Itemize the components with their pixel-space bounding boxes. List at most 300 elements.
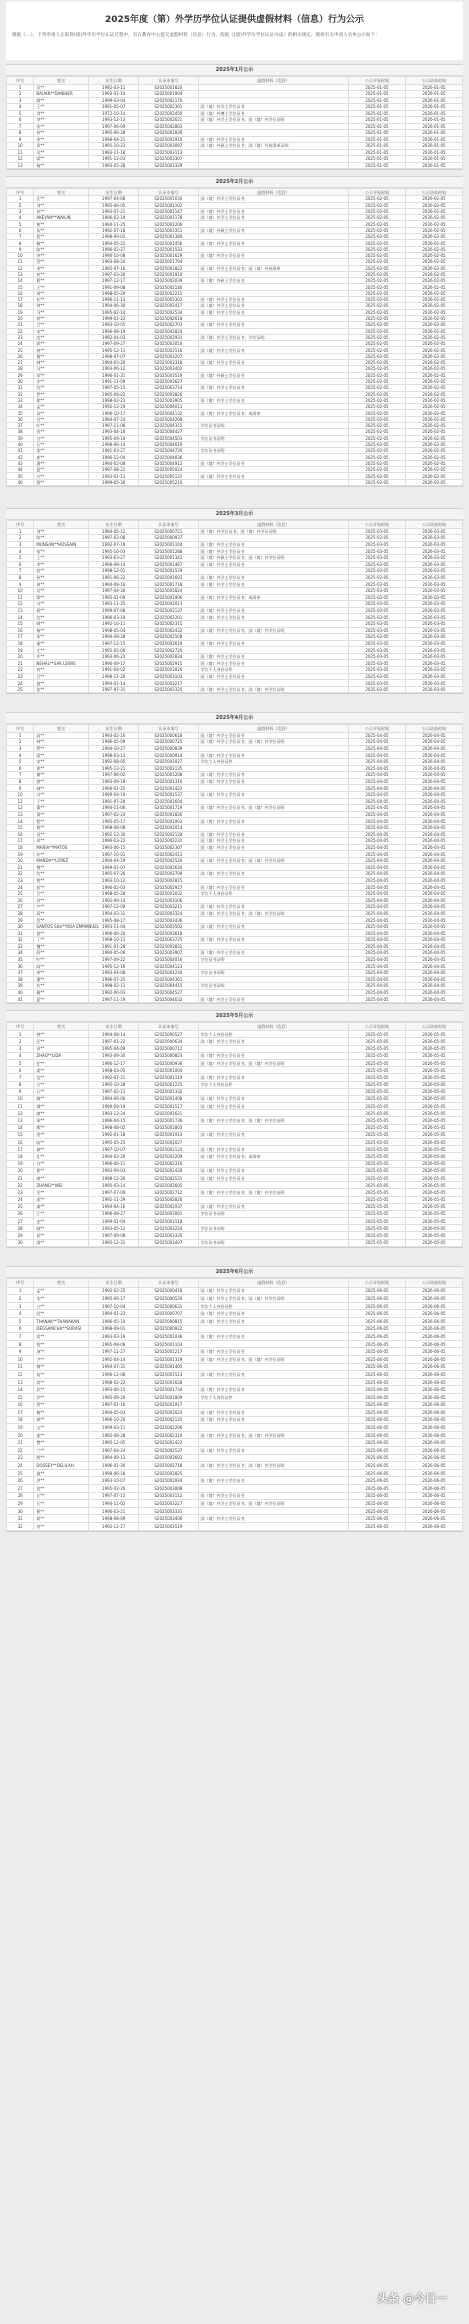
col-start: 2025-02-05: [348, 265, 405, 271]
table-row: [7, 890, 463, 897]
col-no: 15: [7, 620, 34, 627]
col-app-id: S2025004315: [139, 422, 198, 428]
col-end: 2026-04-05: [405, 811, 462, 818]
col-dob: 1993-06-12: [89, 366, 139, 372]
col-start: 2025-02-05: [348, 221, 405, 227]
col-dob: 1993-10-05: [89, 322, 139, 328]
col-end: 2026-06-05: [405, 1416, 462, 1424]
col-material: 学位个人身份证件: [198, 1081, 348, 1088]
col-start: 2025-02-05: [348, 404, 405, 410]
col-dob: 1992-11-29: [89, 1196, 139, 1203]
col-app-id: S2025002417: [139, 303, 198, 309]
col-dob: 1995-10-03: [89, 548, 139, 555]
col-material: 国（境）外学士学位证书；国（境）外学位证明: [198, 117, 348, 124]
col-end: 2026-03-05: [405, 607, 462, 614]
col-app-id: S2025002937: [139, 1203, 198, 1210]
col-dob: 1993-12-13: [89, 117, 139, 124]
col-material: 国（境）外学士学位证书: [198, 104, 348, 111]
col-start: 2025-03-05: [348, 601, 405, 608]
col-end: 2026-05-05: [405, 1110, 462, 1117]
col-name: 魏**: [34, 943, 89, 950]
col-app-id: S2025002634: [139, 864, 198, 871]
col-end: 2026-02-05: [405, 435, 462, 441]
col-app-id: S2025002039: [139, 278, 198, 284]
col-start: 2025-02-05: [348, 360, 405, 366]
col-dob: 1998-05-28: [89, 890, 139, 897]
col-name: 吴**: [34, 587, 89, 594]
col-no: 44: [7, 467, 34, 473]
col-start: 2025-06-05: [348, 1424, 405, 1432]
col-no: 5: [7, 758, 34, 765]
col-dob: 1995-09-29: [89, 1393, 139, 1401]
col-material: [198, 680, 348, 687]
col-dob: 1997-02-08: [89, 535, 139, 542]
col-start: 2025-05-05: [348, 1196, 405, 1203]
col-no: 43: [7, 460, 34, 466]
col-start: 2025-02-05: [348, 309, 405, 315]
col-start: 2025-04-05: [348, 739, 405, 746]
col-dob: 1997-11-06: [89, 422, 139, 428]
col-dob: 1994-09-16: [89, 581, 139, 588]
col-start: 2025-03-05: [348, 548, 405, 555]
col-end: 2026-04-05: [405, 732, 462, 739]
table-header-row: [7, 189, 463, 196]
col-start: 2025-04-05: [348, 791, 405, 798]
col-material: [198, 535, 348, 542]
col-name: 戴**: [34, 989, 89, 996]
col-start: 2025-06-05: [348, 1393, 405, 1401]
col-dob: 1998-09-01: [89, 1325, 139, 1333]
col-app-id: S2025001342: [139, 554, 198, 561]
col-name: 赖**: [34, 1409, 89, 1417]
col-no: 14: [7, 614, 34, 621]
col-app-id: S2025001736: [139, 1117, 198, 1124]
col-name: 傅**: [34, 864, 89, 871]
col-no: 23: [7, 334, 34, 340]
col-dob: 1994-02-08: [89, 460, 139, 466]
col-no: 7: [7, 1074, 34, 1081]
table-row: [7, 1348, 463, 1356]
table-row: [7, 1139, 463, 1146]
col-material: 国（境）外学士学位证书；学位证明: [198, 334, 348, 340]
col-end: 2026-06-05: [405, 1340, 462, 1348]
col-app-id: S2025003519: [139, 1523, 198, 1531]
col-no: 10: [7, 1095, 34, 1102]
col-start: 2025-02-05: [348, 460, 405, 466]
col-start: 2025-03-05: [348, 634, 405, 641]
col-app-id: S2025004503: [139, 435, 198, 441]
col-material: [198, 1182, 348, 1189]
col-material: [198, 824, 348, 831]
col-name: 罗**: [34, 745, 89, 752]
col-dob: 1998-02-11: [89, 983, 139, 990]
header-col-app-id: 认证申请号: [139, 521, 198, 529]
col-no: 3: [7, 1302, 34, 1310]
col-end: 2026-01-05: [405, 123, 462, 130]
section-heading: 2025年3月公示: [6, 509, 463, 520]
col-name: 朱**: [34, 227, 89, 233]
col-app-id: S2025000527: [139, 1031, 198, 1038]
col-name: 蔡**: [34, 259, 89, 265]
col-dob: 1994-07-24: [89, 416, 139, 422]
col-name: 彭**: [34, 884, 89, 891]
col-end: 2026-06-05: [405, 1287, 462, 1295]
col-dob: 1993-01-10: [89, 91, 139, 98]
col-app-id: S2025001809: [139, 1393, 198, 1401]
col-app-id: S2025002170: [139, 97, 198, 104]
table-row: [7, 587, 463, 594]
col-app-id: S2025001422: [139, 785, 198, 792]
col-name: 周**: [34, 581, 89, 588]
col-no: 37: [7, 422, 34, 428]
col-end: 2026-04-05: [405, 930, 462, 937]
table-row: [7, 673, 463, 680]
col-app-id: S2025001004: [139, 1067, 198, 1074]
col-name: 余**: [34, 136, 89, 143]
col-name: 吕**: [34, 673, 89, 680]
col-start: 2025-02-05: [348, 378, 405, 384]
col-name: 邓**: [34, 838, 89, 845]
col-end: 2026-04-05: [405, 904, 462, 911]
col-no: 2: [7, 1038, 34, 1045]
table-row: [7, 1469, 463, 1477]
col-no: 3: [7, 208, 34, 214]
col-material: [198, 1507, 348, 1515]
col-material: 国（境）外学士学位证书: [198, 473, 348, 479]
col-material: [198, 1485, 348, 1493]
table-row: [7, 1174, 463, 1181]
col-material: 国（境）外学士学位证书: [198, 1447, 348, 1455]
col-app-id: S2025000418: [139, 1287, 198, 1295]
col-material: 国（境）外学士学位证书: [198, 1052, 348, 1059]
col-dob: 1997-02-13: [89, 1088, 139, 1095]
table-row: [7, 1363, 463, 1371]
col-app-id: S2025002014: [139, 824, 198, 831]
col-start: 2025-03-05: [348, 660, 405, 667]
col-end: 2026-02-05: [405, 416, 462, 422]
col-material: 国（境）外学士学位证书: [198, 673, 348, 680]
col-material: [198, 877, 348, 884]
col-name: 施**: [34, 1469, 89, 1477]
col-material: 国（境）外学士学位证书: [198, 996, 348, 1003]
col-no: 16: [7, 1139, 34, 1146]
col-end: 2026-01-05: [405, 130, 462, 137]
col-end: 2026-04-05: [405, 864, 462, 871]
col-start: 2025-06-05: [348, 1477, 405, 1485]
col-no: 38: [7, 976, 34, 983]
table-row: [7, 844, 463, 851]
col-end: 2026-04-05: [405, 745, 462, 752]
col-start: 2025-04-05: [348, 923, 405, 930]
col-no: 11: [7, 1363, 34, 1371]
col-app-id: S2025004720: [139, 448, 198, 454]
table-row: [7, 1124, 463, 1131]
col-app-id: S2025003406: [139, 1515, 198, 1523]
col-material: 国（境）外学士学位证书: [198, 297, 348, 303]
col-name: 杨**: [34, 162, 89, 169]
col-no: 16: [7, 290, 34, 296]
col-name: 包**: [34, 1485, 89, 1493]
table-row: [7, 1287, 463, 1295]
table-row: [7, 1416, 463, 1424]
col-dob: 1996-10-17: [89, 410, 139, 416]
col-dob: 1992-02-25: [89, 1287, 139, 1295]
table-row: [7, 1160, 463, 1167]
col-dob: 1996-03-22: [89, 838, 139, 845]
table-row: [7, 1462, 463, 1470]
col-app-id: S2025001826: [139, 811, 198, 818]
col-end: 2026-04-05: [405, 963, 462, 970]
col-name: 江**: [34, 1210, 89, 1217]
col-material: [198, 989, 348, 996]
col-no: 40: [7, 989, 34, 996]
col-dob: 1997-09-08: [89, 1232, 139, 1239]
col-dob: 1991-07-29: [89, 798, 139, 805]
table-row: [7, 1355, 463, 1363]
col-name: 吴**: [34, 149, 89, 156]
col-app-id: S2025003826: [139, 391, 198, 397]
col-start: 2025-02-05: [348, 303, 405, 309]
col-dob: 1998-07-07: [89, 353, 139, 359]
col-no: 22: [7, 1182, 34, 1189]
col-name: 姜**: [34, 448, 89, 454]
col-no: 18: [7, 1416, 34, 1424]
col-name: 沈**: [34, 385, 89, 391]
table-row: [7, 904, 463, 911]
col-app-id: S2025003831: [139, 943, 198, 950]
col-material: 国（境）外学士学位证书: [198, 660, 348, 667]
col-dob: 1996-01-25: [89, 785, 139, 792]
col-no: 28: [7, 910, 34, 917]
col-no: 12: [7, 601, 34, 608]
col-no: 21: [7, 1439, 34, 1447]
col-dob: 1994-11-02: [89, 1500, 139, 1508]
col-name: 刘**: [34, 110, 89, 117]
col-start: 2025-05-05: [348, 1167, 405, 1174]
col-name: 余**: [34, 265, 89, 271]
col-end: 2026-01-05: [405, 91, 462, 98]
table-row: [7, 877, 463, 884]
section-table: [6, 1022, 463, 1247]
col-no: 18: [7, 640, 34, 647]
col-dob: 1998-03-13: [89, 752, 139, 759]
table-row: [7, 732, 463, 739]
col-end: 2026-02-05: [405, 297, 462, 303]
col-app-id: S2025003714: [139, 385, 198, 391]
col-app-id: S2025002508: [139, 634, 198, 641]
col-no: 29: [7, 917, 34, 924]
header-col-dob: 出生日期: [89, 189, 139, 196]
col-dob: 1996-04-15: [89, 1117, 139, 1124]
col-dob: 1997-04-24: [89, 1447, 139, 1455]
col-name: 梁**: [34, 156, 89, 163]
table-row: [7, 1454, 463, 1462]
col-material: 国（境）外学士学位证书: [198, 923, 348, 930]
header-col-material: 虚假材料（信息）: [198, 189, 348, 196]
col-end: 2026-03-05: [405, 660, 462, 667]
col-end: 2026-04-05: [405, 950, 462, 957]
table-row: [7, 620, 463, 627]
col-no: 28: [7, 1492, 34, 1500]
table-row: [7, 1218, 463, 1225]
col-app-id: S2025001903: [139, 818, 198, 825]
col-app-id: S2025003118: [139, 1218, 198, 1225]
col-end: 2026-04-05: [405, 976, 462, 983]
col-start: 2025-06-05: [348, 1371, 405, 1379]
col-end: 2026-04-05: [405, 851, 462, 858]
col-dob: 1990-10-08: [89, 252, 139, 258]
col-start: 2025-02-05: [348, 271, 405, 277]
table-row: [7, 594, 463, 601]
col-material: [198, 785, 348, 792]
col-no: 4: [7, 104, 34, 111]
col-name: 夏**: [34, 996, 89, 1003]
col-app-id: S2025004123: [139, 963, 198, 970]
col-end: 2026-01-05: [405, 84, 462, 91]
col-dob: 1995-10-23: [89, 143, 139, 150]
col-name: 金**: [34, 1131, 89, 1138]
col-no: 4: [7, 1052, 34, 1059]
col-material: [198, 1124, 348, 1131]
col-app-id: S2025001914: [139, 1131, 198, 1138]
col-app-id: S2025000634: [139, 1038, 198, 1045]
col-no: 27: [7, 904, 34, 911]
col-material: [198, 634, 348, 641]
col-end: 2026-02-05: [405, 334, 462, 340]
col-app-id: S2025003331: [139, 1507, 198, 1515]
col-dob: 1997-11-27: [89, 1348, 139, 1356]
col-dob: 1991-01-28: [89, 943, 139, 950]
col-name: 施**: [34, 680, 89, 687]
col-dob: 1998-02-22: [89, 1378, 139, 1386]
col-dob: 1993-11-04: [89, 923, 139, 930]
col-dob: 1995-12-16: [89, 963, 139, 970]
table-row: [7, 884, 463, 891]
col-end: 2026-06-05: [405, 1454, 462, 1462]
col-name: 张**: [34, 123, 89, 130]
table-row: [7, 857, 463, 864]
table-row: [7, 1189, 463, 1196]
col-app-id: S2025004415: [139, 983, 198, 990]
col-start: 2025-03-05: [348, 667, 405, 674]
col-name: 丁**: [34, 937, 89, 944]
col-material: 学位个人身份证件: [198, 1031, 348, 1038]
table-header-row: [7, 1023, 463, 1031]
col-no: 10: [7, 791, 34, 798]
col-name: 武**: [34, 1386, 89, 1394]
col-name: 姜**: [34, 1067, 89, 1074]
col-app-id: S2025001329: [139, 1355, 198, 1363]
col-app-id: S2025003325: [139, 686, 198, 693]
col-dob: 1998-06-14: [89, 441, 139, 447]
col-app-id: S2025001316: [139, 778, 198, 785]
table-row: [7, 667, 463, 674]
col-dob: 1993-09-18: [89, 778, 139, 785]
col-app-id: S2025002450: [139, 110, 198, 117]
col-name: THANAK**THANAKAN: [34, 1317, 89, 1325]
col-app-id: S2025004016: [139, 956, 198, 963]
col-end: 2026-04-05: [405, 831, 462, 838]
col-end: 2026-06-05: [405, 1439, 462, 1447]
col-start: 2025-04-05: [348, 871, 405, 878]
col-material: [198, 765, 348, 772]
col-no: 15: [7, 1393, 34, 1401]
col-name: 谭**: [34, 1103, 89, 1110]
col-end: 2026-06-05: [405, 1393, 462, 1401]
col-end: 2026-06-05: [405, 1378, 462, 1386]
col-start: 2025-05-05: [348, 1067, 405, 1074]
col-end: 2026-04-05: [405, 739, 462, 746]
col-dob: 1995-03-14: [89, 1182, 139, 1189]
col-dob: 1995-06-05: [89, 202, 139, 208]
col-dob: 1995-10-28: [89, 1081, 139, 1088]
col-end: 2026-02-05: [405, 309, 462, 315]
col-dob: 1994-06-06: [89, 1095, 139, 1102]
col-app-id: S2025002834: [139, 653, 198, 660]
col-start: 2025-02-05: [348, 215, 405, 221]
table-row: [7, 778, 463, 785]
col-no: 38: [7, 429, 34, 435]
col-name: 韩**: [34, 360, 89, 366]
col-start: 2025-06-05: [348, 1340, 405, 1348]
col-material: 国（境）外学士学位证书: [198, 1348, 348, 1356]
col-end: 2026-04-05: [405, 923, 462, 930]
col-start: 2025-02-05: [348, 391, 405, 397]
col-start: 2025-06-05: [348, 1317, 405, 1325]
col-material: 国（境）外学士学位证书: [198, 1103, 348, 1110]
col-dob: 1996-01-30: [89, 1462, 139, 1470]
col-material: 国（境）外学士学位证书: [198, 215, 348, 221]
col-name: 高**: [34, 732, 89, 739]
col-no: 25: [7, 686, 34, 693]
col-no: 24: [7, 884, 34, 891]
col-no: 27: [7, 1218, 34, 1225]
col-end: 2026-06-05: [405, 1424, 462, 1432]
col-no: 25: [7, 1203, 34, 1210]
col-start: 2025-03-05: [348, 554, 405, 561]
col-start: 2025-05-05: [348, 1095, 405, 1102]
col-material: [198, 963, 348, 970]
col-start: 2025-03-05: [348, 587, 405, 594]
table-row: [7, 824, 463, 831]
col-app-id: S2025001034: [139, 196, 198, 202]
table-row: [7, 1477, 463, 1485]
col-name: 冯**: [34, 366, 89, 372]
col-material: 国（境）外学士学位证书: [198, 1074, 348, 1081]
col-name: 郑**: [34, 765, 89, 772]
table-row: [7, 1196, 463, 1203]
col-no: 7: [7, 1333, 34, 1341]
col-dob: 1991-03-27: [89, 448, 139, 454]
col-no: 12: [7, 805, 34, 812]
col-name: 张**: [34, 548, 89, 555]
col-start: 2025-02-05: [348, 196, 405, 202]
col-no: 5: [7, 221, 34, 227]
table-row: [7, 561, 463, 568]
col-no: 3: [7, 1045, 34, 1052]
header-col-material: 虚假材料（信息）: [198, 725, 348, 733]
col-dob: 1997-04-30: [89, 587, 139, 594]
col-end: 2026-03-05: [405, 554, 462, 561]
col-start: 2025-04-05: [348, 950, 405, 957]
col-start: 2025-06-05: [348, 1363, 405, 1371]
col-name: 苏**: [34, 897, 89, 904]
col-no: 13: [7, 1378, 34, 1386]
col-start: 2025-04-05: [348, 758, 405, 765]
col-no: 20: [7, 1167, 34, 1174]
table-row: [7, 574, 463, 581]
col-name: 杜**: [34, 983, 89, 990]
